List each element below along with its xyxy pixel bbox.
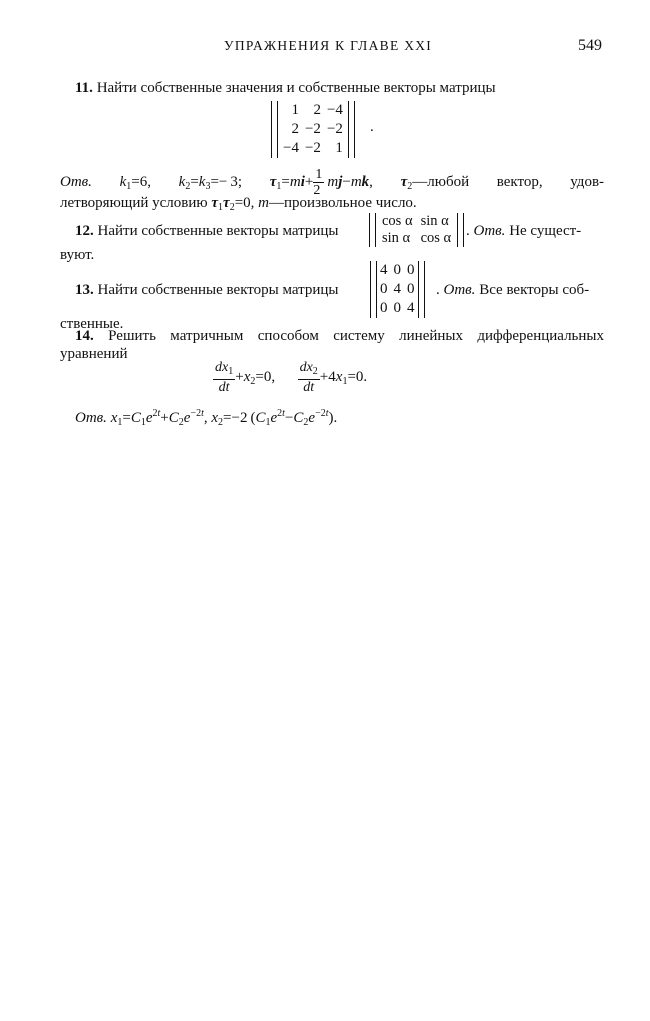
answer-label: Отв. bbox=[60, 173, 92, 190]
answer-label: Отв. bbox=[443, 282, 476, 298]
exercise-number: 12. bbox=[75, 223, 94, 239]
solution-formula: $x_1=C_1e^{2t}+C_2e^{-2t}$, $x_2=-2$ $(C_1e^{2t}-C_2e^{-2t})$. bbox=[110, 408, 338, 428]
exercise-14-line2: уравнений bbox=[60, 346, 128, 362]
exercise-13-line2: ственные. bbox=[60, 316, 124, 332]
exercise-number: 11. bbox=[75, 80, 93, 96]
exercise-13-answer: . Отв. Все векторы соб- bbox=[436, 282, 590, 298]
matrix-period: . bbox=[370, 119, 374, 135]
exercise-12-answer: . Отв. Не сущест- bbox=[466, 223, 582, 239]
exercise-11-statement bbox=[75, 79, 604, 98]
exercise-text: Найти собственные значения и собственные векторы матрицы bbox=[96, 80, 496, 96]
exercise-12-line2: вуют. bbox=[60, 247, 95, 263]
exercise-13-statement: 13. Найти собственные векторы матрицы bbox=[75, 282, 339, 298]
exercise-11-matrix: 1 2 −4 2 −2 −2 −4 −2 1 bbox=[271, 101, 355, 158]
condition-formula: $\tau_1\tau_2=0$, m— bbox=[211, 195, 285, 213]
running-head: УПРАЖНЕНИЯ К ГЛАВЕ XXI bbox=[224, 38, 433, 53]
answer-label: Отв. bbox=[75, 410, 107, 426]
exercise-12-statement: 12. Найти собственные векторы матрицы bbox=[75, 223, 339, 239]
answer-label: Отв. bbox=[473, 223, 506, 239]
exercise-number: 13. bbox=[75, 282, 94, 298]
exercise-13-matrix: 4 0 0 0 4 0 0 0 4 bbox=[370, 261, 425, 318]
page-number: 549 bbox=[578, 37, 602, 54]
exercise-number: 14. bbox=[75, 328, 94, 344]
eigenvalue-formula: $k_1=6$, $k_2=k_3=- 3$; $\tau_1=mi+$ $\frac{1}{2}$ mj−mk, $\tau_2—$ bbox=[119, 167, 428, 198]
exercise-12-matrix: cos α sin α sin α cos α bbox=[369, 213, 464, 247]
exercise-14-answer bbox=[75, 404, 337, 432]
answer-tail: любой вектор, удов- bbox=[427, 173, 605, 190]
exercise-11-answer-line2: летворяющий условию $\tau_1\tau_2=0$, m—произвольное число. bbox=[60, 195, 417, 213]
exercise-14-statement: 14. Решить матричным способом систему линейных дифференциальных bbox=[75, 328, 604, 344]
differential-system: $\frac{dx_1}{dt}$ $+x_2=0$, $\frac{dx_2}{dt}$ $+4x_1=0$. bbox=[215, 360, 368, 395]
